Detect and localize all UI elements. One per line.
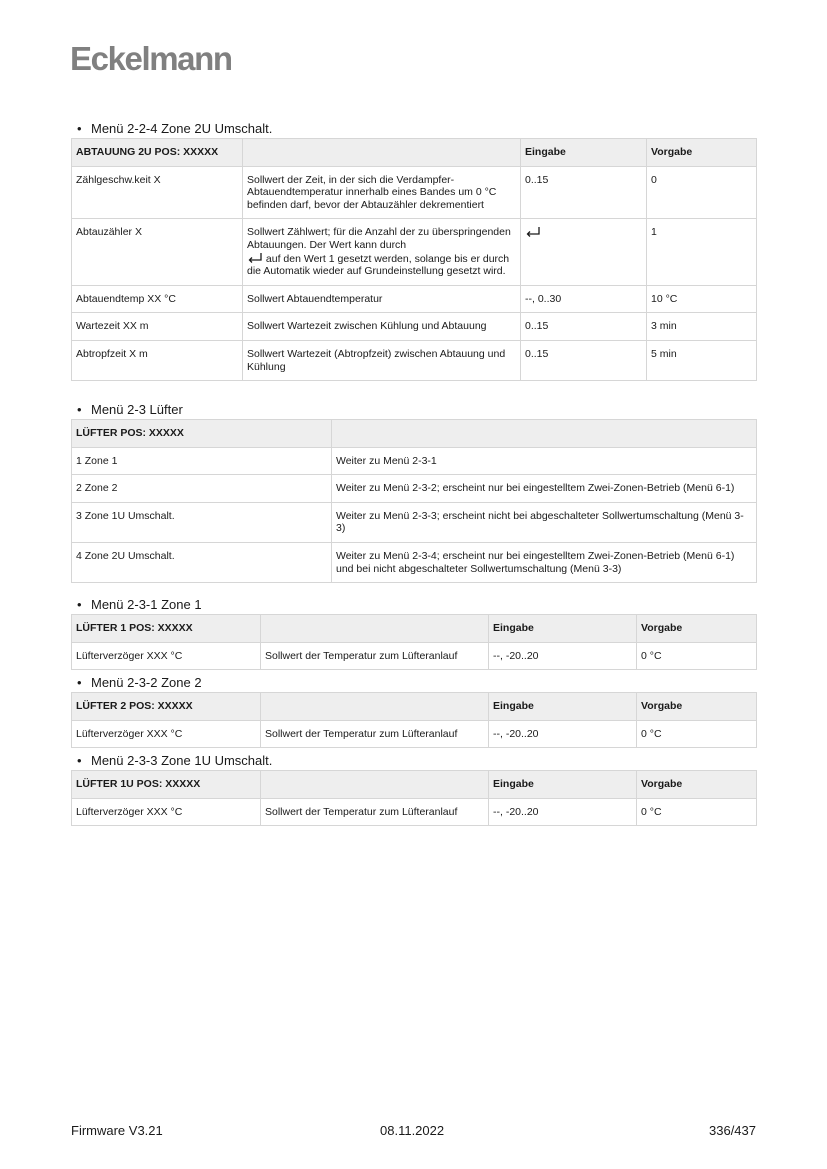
enter-key-icon xyxy=(247,252,263,264)
table-luefter xyxy=(71,419,757,583)
desc-cell: Sollwert Abtauendtemperatur xyxy=(243,285,521,313)
desc-text: Sollwert Zählwert; für die Anzahl der zu überspringenden Abtauungen. Der Wert kann durch xyxy=(247,226,511,251)
header-cell xyxy=(332,420,757,448)
input-cell: 0..15 xyxy=(521,340,647,380)
table-header-row xyxy=(72,420,757,448)
table-row xyxy=(72,285,757,313)
header-cell: LÜFTER 1U POS: XXXXX xyxy=(72,771,261,799)
desc-cell: Sollwert der Temperatur zum Lüfteranlauf xyxy=(261,798,489,826)
input-cell: 0..15 xyxy=(521,313,647,341)
section-heading: • Menü 2-3-2 Zone 2 xyxy=(77,675,202,690)
default-cell: 0 xyxy=(647,166,757,219)
heading-text: Menü 2-3-1 Zone 1 xyxy=(91,597,202,612)
param-cell: Wartezeit XX m xyxy=(72,313,243,341)
param-cell: Lüfterverzöger XXX °C xyxy=(72,642,261,670)
param-cell: Lüfterverzöger XXX °C xyxy=(72,720,261,748)
default-cell: 1 xyxy=(647,219,757,285)
heading-text: Menü 2-3-3 Zone 1U Umschalt. xyxy=(91,753,273,768)
desc-cell: Sollwert der Temperatur zum Lüfteranlauf xyxy=(261,720,489,748)
heading-text: Menü 2-2-4 Zone 2U Umschalt. xyxy=(91,121,273,136)
heading-text: Menü 2-3 Lüfter xyxy=(91,402,183,417)
table-luefter-1 xyxy=(71,614,757,670)
footer-firmware: Firmware V3.21 xyxy=(71,1123,163,1138)
table-header-row xyxy=(72,139,757,167)
input-cell: --, -20..20 xyxy=(489,798,637,826)
desc-cell xyxy=(243,219,521,285)
default-cell: 0 °C xyxy=(637,798,757,826)
table-row xyxy=(72,642,757,670)
table-row xyxy=(72,340,757,380)
item-cell: 3 Zone 1U Umschalt. xyxy=(72,502,332,542)
desc-cell: Weiter zu Menü 2-3-1 xyxy=(332,447,757,475)
header-cell: Eingabe xyxy=(489,771,637,799)
input-cell: --, -20..20 xyxy=(489,720,637,748)
footer-date: 08.11.2022 xyxy=(380,1123,445,1138)
desc-cell: Weiter zu Menü 2-3-3; erscheint nicht bei abgeschalteter Sollwertumschaltung (Menü 3-3) xyxy=(332,502,757,542)
param-cell: Lüfterverzöger XXX °C xyxy=(72,798,261,826)
table-row xyxy=(72,720,757,748)
header-cell: Vorgabe xyxy=(637,771,757,799)
section-menu-2-3-2 xyxy=(71,675,756,748)
desc-cell: Weiter zu Menü 2-3-4; erscheint nur bei eingestelltem Zwei-Zonen-Betrieb (Menü 6-1) und bei nicht abgeschalteter Sollwertumschaltung (Menü 3-3) xyxy=(332,542,757,582)
table-row xyxy=(72,475,757,503)
company-logo: Eckelmann xyxy=(70,40,232,77)
desc-cell: Sollwert der Zeit, in der sich die Verdampfer-Abtauendtemperatur innerhalb eines Bandes um 0 °C befinden darf, bevor der Abtauzähler dekrementiert xyxy=(243,166,521,219)
section-heading: • Menü 2-3-1 Zone 1 xyxy=(77,597,202,612)
item-cell: 2 Zone 2 xyxy=(72,475,332,503)
table-luefter-1u xyxy=(71,770,757,826)
section-heading: • Menü 2-2-4 Zone 2U Umschalt. xyxy=(77,121,273,136)
param-cell: Abtauendtemp XX °C xyxy=(72,285,243,313)
table-luefter-2 xyxy=(71,692,757,748)
item-cell: 4 Zone 2U Umschalt. xyxy=(72,542,332,582)
header-cell xyxy=(243,139,521,167)
desc-cell: Sollwert Wartezeit (Abtropfzeit) zwischen Abtauung und Kühlung xyxy=(243,340,521,380)
input-cell xyxy=(521,219,647,285)
table-row xyxy=(72,502,757,542)
header-cell: Eingabe xyxy=(489,615,637,643)
param-cell: Zählgeschw.keit X xyxy=(72,166,243,219)
default-cell: 5 min xyxy=(647,340,757,380)
desc-cell: Sollwert Wartezeit zwischen Kühlung und Abtauung xyxy=(243,313,521,341)
enter-key-icon xyxy=(525,226,541,238)
default-cell: 3 min xyxy=(647,313,757,341)
header-cell: Eingabe xyxy=(521,139,647,167)
item-cell: 1 Zone 1 xyxy=(72,447,332,475)
input-cell: --, -20..20 xyxy=(489,642,637,670)
desc-cell: Weiter zu Menü 2-3-2; erscheint nur bei eingestelltem Zwei-Zonen-Betrieb (Menü 6-1) xyxy=(332,475,757,503)
header-cell: Vorgabe xyxy=(637,693,757,721)
header-cell: ABTAUUNG 2U POS: XXXXX xyxy=(72,139,243,167)
header-cell: LÜFTER 1 POS: XXXXX xyxy=(72,615,261,643)
table-row xyxy=(72,219,757,285)
header-cell: Vorgabe xyxy=(637,615,757,643)
header-cell: LÜFTER POS: XXXXX xyxy=(72,420,332,448)
header-cell: Eingabe xyxy=(489,693,637,721)
header-cell xyxy=(261,615,489,643)
header-cell xyxy=(261,693,489,721)
heading-text: Menü 2-3-2 Zone 2 xyxy=(91,675,202,690)
header-cell: Vorgabe xyxy=(647,139,757,167)
input-cell: --, 0..30 xyxy=(521,285,647,313)
table-row xyxy=(72,447,757,475)
section-menu-2-3-3 xyxy=(71,753,756,826)
input-cell: 0..15 xyxy=(521,166,647,219)
desc-cell: Sollwert der Temperatur zum Lüfteranlauf xyxy=(261,642,489,670)
table-header-row xyxy=(72,693,757,721)
param-cell: Abtauzähler X xyxy=(72,219,243,285)
default-cell: 0 °C xyxy=(637,720,757,748)
desc-text: auf den Wert 1 gesetzt werden, solange bis er durch die Automatik wieder auf Grundeinstellung gesetzt wird. xyxy=(247,252,510,278)
header-cell xyxy=(261,771,489,799)
header-cell: LÜFTER 2 POS: XXXXX xyxy=(72,693,261,721)
table-abtauung-2u xyxy=(71,138,757,381)
footer-page-number: 336/437 xyxy=(709,1123,756,1138)
table-row xyxy=(72,542,757,582)
param-cell: Abtropfzeit X m xyxy=(72,340,243,380)
default-cell: 0 °C xyxy=(637,642,757,670)
table-row xyxy=(72,313,757,341)
table-row xyxy=(72,798,757,826)
section-heading: • Menü 2-3-3 Zone 1U Umschalt. xyxy=(77,753,273,768)
section-menu-2-2-4 xyxy=(71,121,756,381)
section-heading: • Menü 2-3 Lüfter xyxy=(77,402,183,417)
table-header-row xyxy=(72,615,757,643)
table-header-row xyxy=(72,771,757,799)
section-menu-2-3-1 xyxy=(71,597,756,670)
table-row xyxy=(72,166,757,219)
default-cell: 10 °C xyxy=(647,285,757,313)
section-menu-2-3 xyxy=(71,402,756,583)
